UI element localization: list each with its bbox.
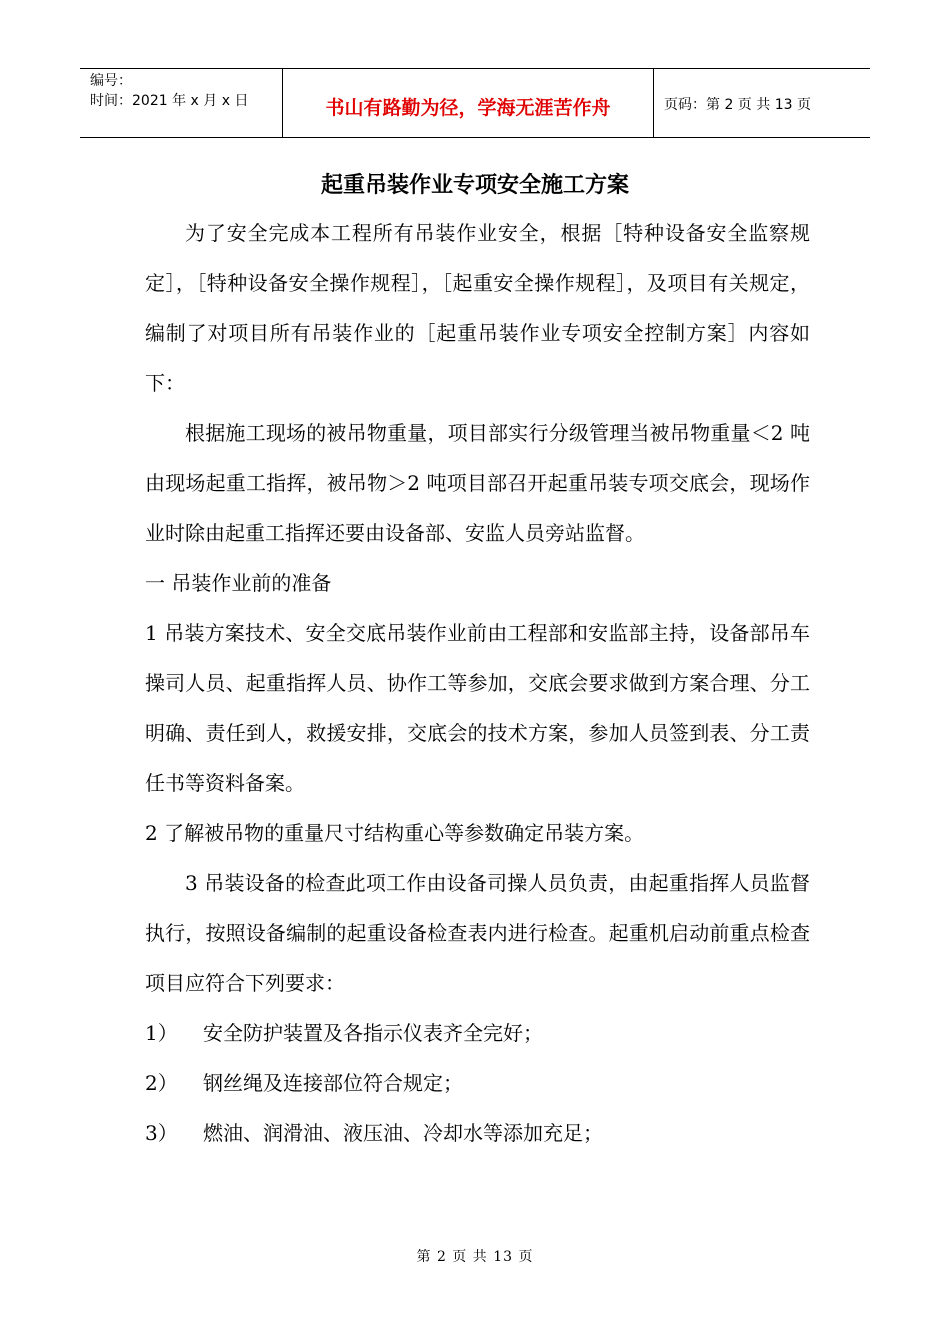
list-item — [145, 1008, 810, 1058]
paragraph-step-1: 1 吊装方案技术、安全交底吊装作业前由工程部和安监部主持，设备部吊车操司人员、起重指挥人员、协作工等参加，交底会要求做到方案合理、分工明确、责任到人，救援安排，交底会的技术方案，参加人员签到表、分工责任书等资料备案。 — [145, 621, 810, 795]
list-item-text: 安全防护装置及各指示仪表齐全完好； — [203, 1021, 543, 1045]
header-meta — [80, 69, 282, 137]
list-item-number: 3） — [145, 1121, 178, 1145]
list-item-number: 1） — [145, 1021, 178, 1045]
paragraph-intro: 为了安全完成本工程所有吊装作业安全，根据［特种设备安全监察规定］，［特种设备安全操作规程］，［起重安全操作规程］，及项目有关规定，编制了对项目所有吊装作业的［起重吊装作业专项安全控制方案］内容如下： — [145, 221, 810, 395]
date-label: 时间：2021 年 x 月 x 日 — [90, 93, 249, 109]
list-item — [145, 1108, 810, 1158]
list-item-number: 2） — [145, 1071, 178, 1095]
page-header — [80, 68, 870, 138]
document-body — [145, 208, 810, 1158]
section-heading: 一 吊装作业前的准备 — [145, 571, 332, 595]
paragraph-grading: 根据施工现场的被吊物重量，项目部实行分级管理当被吊物重量＜2 吨由现场起重工指挥，被吊物＞2 吨项目部召开起重吊装专项交底会，现场作业时除由起重工指挥还要由设备部、安监人员旁站监督。 — [145, 421, 810, 545]
list-item — [145, 1058, 810, 1108]
document-title: 起重吊装作业专项安全施工方案 — [320, 173, 629, 198]
code-label: 编号： — [90, 73, 132, 89]
list-item-text: 燃油、润滑油、液压油、冷却水等添加充足； — [203, 1121, 603, 1145]
header-motto: 书山有路勤为径，学海无涯苦作舟 — [282, 69, 654, 137]
header-page-info: 页码：第 2 页 共 13 页 — [664, 97, 811, 113]
page-footer: 第 2 页 共 13 页 — [416, 1249, 534, 1265]
paragraph-step-3: 3 吊装设备的检查此项工作由设备司操人员负责，由起重指挥人员监督执行，按照设备编制的起重设备检查表内进行检查。起重机启动前重点检查项目应符合下列要求： — [145, 871, 810, 995]
list-item-text: 钢丝绳及连接部位符合规定； — [203, 1071, 463, 1095]
paragraph-step-2: 2 了解被吊物的重量尺寸结构重心等参数确定吊装方案。 — [145, 821, 645, 845]
